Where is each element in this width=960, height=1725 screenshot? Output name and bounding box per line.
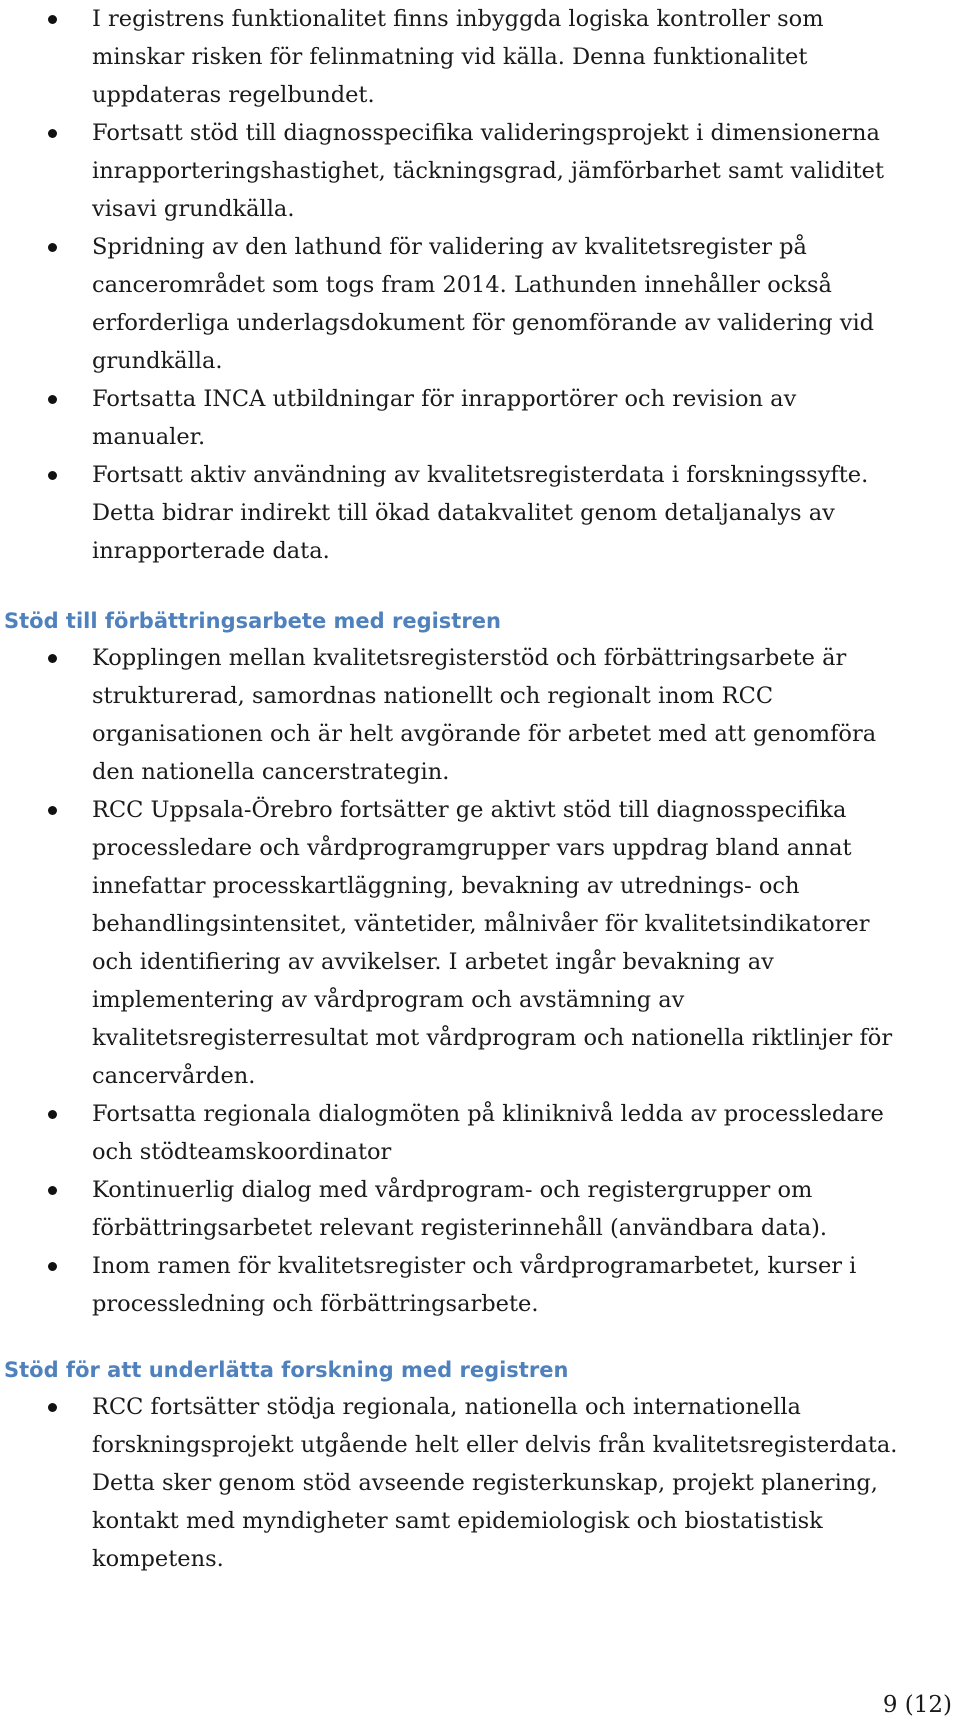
list-item-text: RCC Uppsala-Örebro fortsätter ge aktivt stöd till diagnosspecifika processledare och vårdprogramgrupper vars uppdrag bland annat innefattar processkartläggning, bevakning av utrednings- och behandlingsintensitet, väntetider, målnivåer för kvalitetsindikatorer och identifiering av avvikelser. I arbetet ingår bevakning av implementering av vårdprogram och avstämning av kvalitetsregisterresultat mot vårdprogram och nationella riktlinjer för cancervården. — [92, 797, 893, 1089]
list-item — [0, 1388, 910, 1578]
list-item — [0, 1247, 910, 1323]
bullet-icon — [48, 395, 57, 404]
list-item — [0, 1171, 910, 1247]
list-item — [0, 380, 910, 456]
list-item — [0, 228, 910, 380]
list-item-text: Fortsatta regionala dialogmöten på kliniknivå ledda av processledare och stödteamskoordinator — [92, 1101, 884, 1165]
bullet-icon — [48, 471, 57, 480]
bullet-icon — [48, 15, 57, 24]
section-heading-improvement: Stöd till förbättringsarbete med registren — [4, 609, 501, 633]
bullet-icon — [48, 1186, 57, 1195]
bullet-icon — [48, 806, 57, 815]
page-number: 9 (12) — [882, 1692, 952, 1718]
list-item-text: Fortsatta INCA utbildningar för inrapportörer och revision av manualer. — [92, 386, 797, 450]
list-item-text: Fortsatt stöd till diagnosspecifika valideringsprojekt i dimensionerna inrapporteringshastighet, täckningsgrad, jämförbarhet samt validitet visavi grundkälla. — [92, 120, 884, 222]
section-heading-research: Stöd för att underlätta forskning med registren — [4, 1358, 569, 1382]
bullet-icon — [48, 1110, 57, 1119]
bullet-list-research — [0, 1388, 910, 1578]
bullet-icon — [48, 1262, 57, 1271]
list-item-text: Spridning av den lathund för validering av kvalitetsregister på cancerområdet som togs fram 2014. Lathunden innehåller också erforderliga underlagsdokument för genomförande av validering vid grundkälla. — [92, 234, 875, 374]
list-item-text: Kopplingen mellan kvalitetsregisterstöd och förbättringsarbete är strukturerad, samordnas nationellt och regionalt inom RCC organisationen och är helt avgörande för arbetet med att genomföra den nationella cancerstrategin. — [92, 645, 877, 785]
list-item-text: Fortsatt aktiv användning av kvalitetsregisterdata i forskningssyfte. Detta bidrar indirekt till ökad datakvalitet genom detaljanalys av inrapporterade data. — [92, 462, 869, 564]
list-item-text: Kontinuerlig dialog med vårdprogram- och registergrupper om förbättringsarbetet relevant registerinnehåll (användbara data). — [92, 1177, 828, 1241]
bullet-list-validation — [0, 0, 910, 570]
list-item — [0, 1095, 910, 1171]
bullet-icon — [48, 1403, 57, 1412]
list-item — [0, 114, 910, 228]
list-item — [0, 639, 910, 791]
list-item-text: I registrens funktionalitet finns inbyggda logiska kontroller som minskar risken för felinmatning vid källa. Denna funktionalitet uppdateras regelbundet. — [92, 6, 824, 108]
bullet-icon — [48, 654, 57, 663]
list-item-text: Inom ramen för kvalitetsregister och vårdprogramarbetet, kurser i processledning och förbättringsarbete. — [92, 1253, 857, 1317]
list-item-text: RCC fortsätter stödja regionala, nationella och internationella forskningsprojekt utgående helt eller delvis från kvalitetsregisterdata. Detta sker genom stöd avseende registerkunskap, projekt planering, kontakt med myndigheter samt epidemiologisk och biostatistisk kompetens. — [92, 1394, 898, 1572]
bullet-icon — [48, 129, 57, 138]
bullet-icon — [48, 243, 57, 252]
list-item — [0, 0, 910, 114]
list-item — [0, 791, 910, 1095]
bullet-list-improvement — [0, 639, 910, 1323]
list-item — [0, 456, 910, 570]
